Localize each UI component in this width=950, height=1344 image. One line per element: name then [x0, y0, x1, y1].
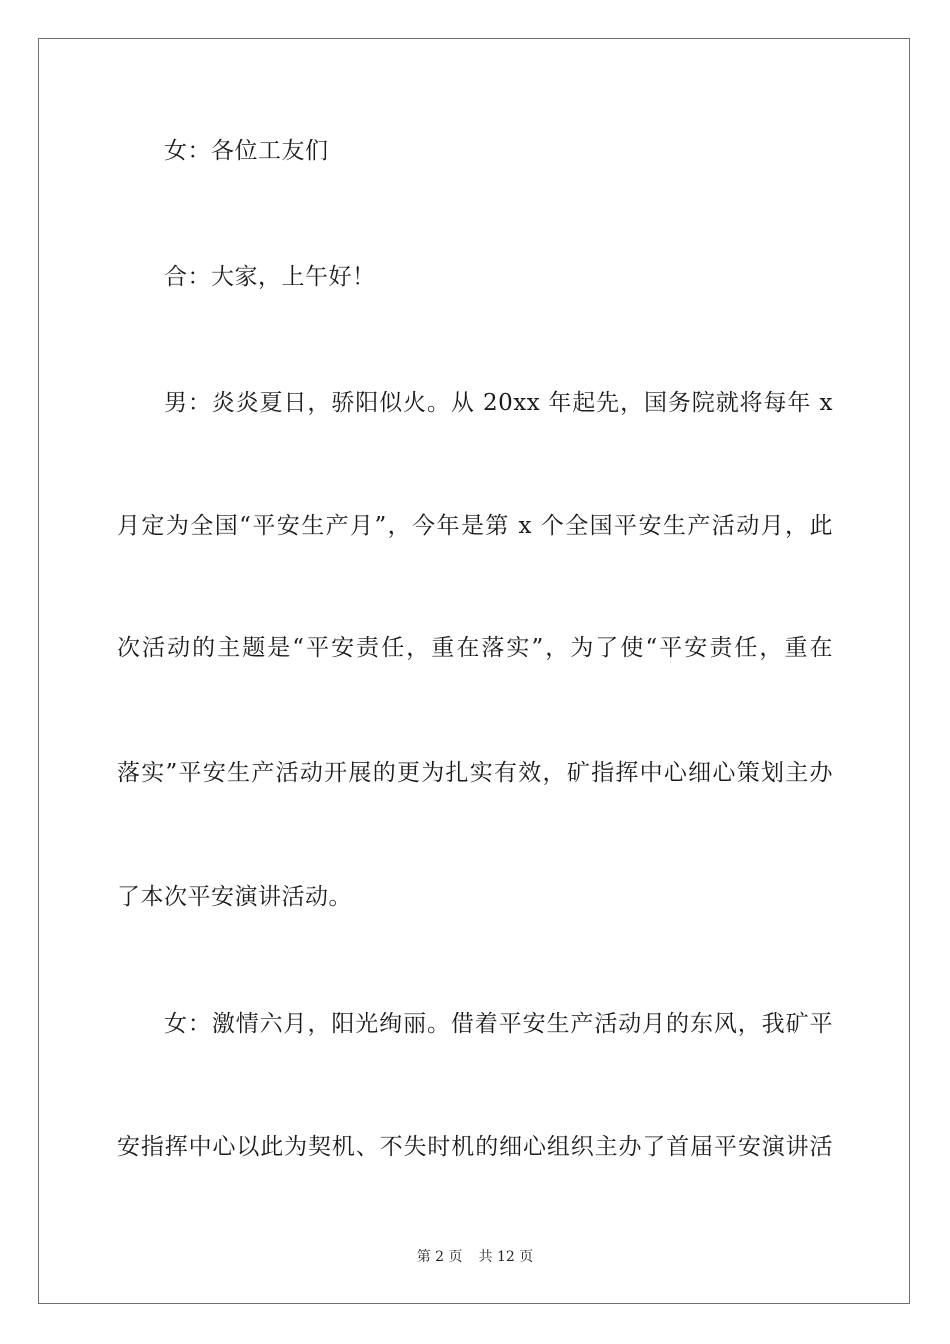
speech-line-1: 女：各位工友们: [164, 138, 329, 164]
speech-line-8: 女：激情六月，阳光绚丽。借着平安生产活动月的东风，我矿平: [164, 1011, 833, 1037]
page-total: 共 12 页: [478, 1249, 534, 1265]
speech-line-5: 次活动的主题是“平安责任，重在落实”，为了使“平安责任，重在: [117, 635, 833, 661]
speech-line-6: 落实”平安生产活动开展的更为扎实有效，矿指挥中心细心策划主办: [117, 760, 833, 786]
page-border: [38, 38, 910, 1304]
speech-line-9: 安指挥中心以此为契机、不失时机的细心组织主办了首届平安演讲活: [117, 1134, 833, 1160]
page-number: 第 2 页: [416, 1249, 463, 1265]
speech-line-2: 合：大家，上午好！: [164, 264, 376, 290]
speech-line-3: 男：炎炎夏日，骄阳似火。从 20xx 年起先，国务院就将每年 x: [164, 390, 833, 416]
speech-line-7: 了本次平安演讲活动。: [117, 884, 352, 910]
speech-line-4: 月定为全国“平安生产月”，今年是第 x 个全国平安生产活动月，此: [117, 513, 833, 539]
page-footer: [0, 1248, 950, 1266]
